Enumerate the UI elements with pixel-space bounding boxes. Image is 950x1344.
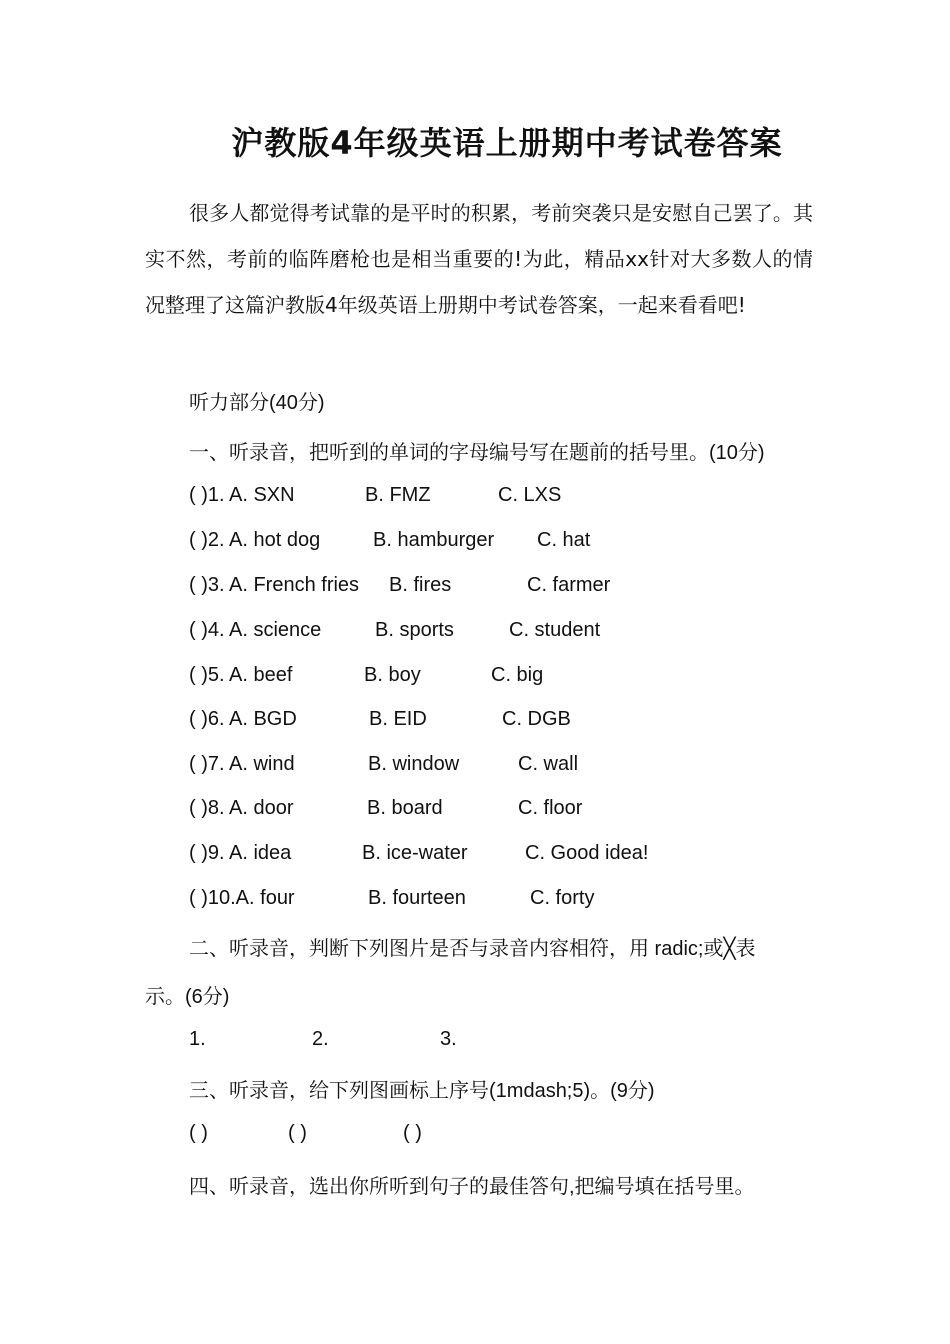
question-option-b: B. fourteen — [368, 887, 466, 909]
question-option-a: ( )10.A. four — [189, 887, 295, 909]
question-option-c: C. forty — [530, 887, 595, 909]
question-option-c: C. wall — [518, 753, 579, 775]
question-option-a: ( )4. A. science — [189, 619, 322, 641]
question-option-c: C. big — [491, 664, 544, 686]
picture-label: 1. — [189, 1028, 206, 1050]
question-row — [189, 529, 889, 555]
section4-heading: 四、听录音，选出你所听到句子的最佳答句,把编号填在括号里。 — [189, 1176, 755, 1198]
question-row — [189, 574, 889, 600]
question-row — [189, 753, 889, 779]
question-row — [189, 484, 889, 510]
question-row — [189, 664, 889, 690]
question-row — [189, 619, 889, 645]
section2-heading: 二、听录音，判断下列图片是否与录音内容相符，用 radic;或╳表 — [189, 938, 756, 960]
question-option-b: B. window — [368, 753, 460, 775]
question-option-a: ( )6. A. BGD — [189, 708, 297, 730]
question-option-c: C. hat — [537, 529, 591, 551]
answer-bracket: ( ) — [189, 1122, 208, 1144]
picture-label: 2. — [312, 1028, 329, 1050]
question-option-a: ( )5. A. beef — [189, 664, 293, 686]
answer-brackets-row — [189, 1122, 889, 1148]
question-option-c: C. farmer — [527, 574, 611, 596]
question-row — [189, 708, 889, 734]
question-option-c: C. student — [509, 619, 601, 641]
document-title: 沪教版4年级英语上册期中考试卷答案 — [231, 124, 783, 162]
question-option-c: C. Good idea! — [525, 842, 649, 864]
question-option-c: C. DGB — [502, 708, 571, 730]
question-option-b: B. hamburger — [373, 529, 495, 551]
question-option-a: ( )3. A. French fries — [189, 574, 360, 596]
section3-heading: 三、听录音，给下列图画标上序号(1mdash;5)。(9分) — [189, 1080, 655, 1102]
section1-heading: 一、听录音，把听到的单词的字母编号写在题前的括号里。(10分) — [189, 442, 765, 464]
question-option-c: C. LXS — [498, 484, 562, 506]
question-option-a: ( )2. A. hot dog — [189, 529, 321, 551]
section2-heading-continued: 示。(6分) — [145, 986, 230, 1008]
listening-heading: 听力部分(40分) — [189, 392, 325, 414]
question-option-a: ( )1. A. SXN — [189, 484, 295, 506]
question-option-b: B. EID — [369, 708, 427, 730]
question-option-a: ( )8. A. door — [189, 797, 294, 819]
answer-bracket: ( ) — [403, 1122, 422, 1144]
question-option-b: B. sports — [375, 619, 454, 641]
question-option-b: B. fires — [389, 574, 452, 596]
question-option-b: B. FMZ — [365, 484, 431, 506]
question-row — [189, 842, 889, 868]
question-option-b: B. board — [367, 797, 443, 819]
question-option-c: C. floor — [518, 797, 583, 819]
answer-bracket: ( ) — [288, 1122, 307, 1144]
question-row — [189, 797, 889, 823]
question-option-b: B. boy — [364, 664, 421, 686]
question-option-b: B. ice-water — [362, 842, 468, 864]
intro-paragraph: 很多人都觉得考试靠的是平时的积累，考前突袭只是安慰自己罢了。其实不然，考前的临阵磨枪也是相当重要的!为此，精品xx针对大多数人的情况整理了这篇沪教版4年级英语上册期中考试卷答案，一起来看看吧! — [145, 201, 813, 317]
picture-label: 3. — [440, 1028, 457, 1050]
picture-labels-row — [189, 1028, 889, 1054]
question-row — [189, 887, 889, 913]
question-option-a: ( )9. A. idea — [189, 842, 292, 864]
question-option-a: ( )7. A. wind — [189, 753, 295, 775]
